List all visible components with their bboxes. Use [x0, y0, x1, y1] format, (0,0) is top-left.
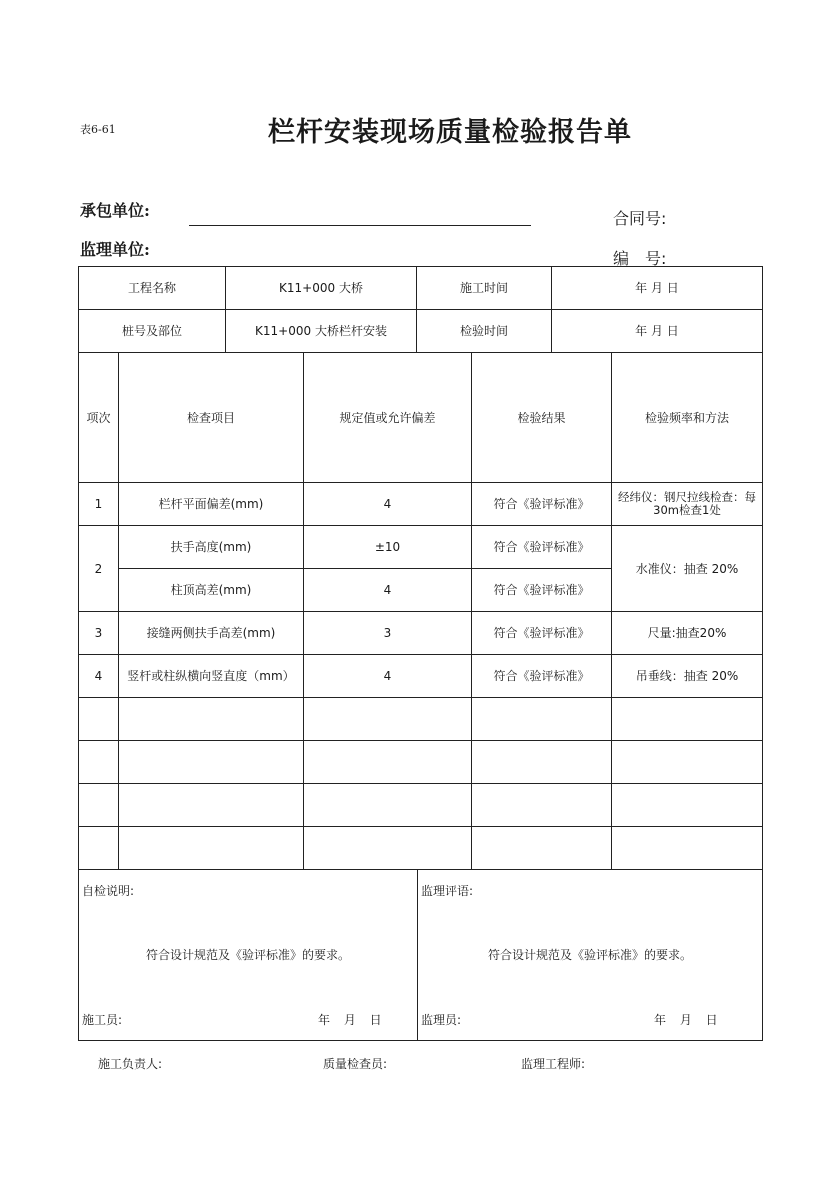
- row-method: 尺量:抽查20%: [612, 612, 763, 655]
- row-item: 扶手高度(mm): [119, 526, 304, 569]
- row-no: 3: [79, 612, 119, 655]
- supervising-engineer-signature: 监理工程师:: [521, 1057, 586, 1071]
- row-item: 栏杆平面偏差(mm): [119, 483, 304, 526]
- info-row: [79, 310, 763, 353]
- supervision-label: 监理评语:: [421, 884, 474, 898]
- row-no: 4: [79, 655, 119, 698]
- empty-cell: [472, 784, 612, 827]
- row-result: 符合《验评标准》: [472, 612, 612, 655]
- remarks-table: [78, 869, 763, 1041]
- empty-cell: [612, 827, 763, 870]
- constructor-date: 年 月 日: [318, 1013, 382, 1027]
- empty-cell: [304, 827, 472, 870]
- empty-cell: [119, 698, 304, 741]
- empty-cell: [304, 784, 472, 827]
- row-result: 符合《验评标准》: [472, 569, 612, 612]
- info-table: [78, 266, 763, 353]
- supervisor-date: 年 月 日: [654, 1013, 718, 1027]
- contractor-label: 承包单位:: [80, 201, 150, 220]
- row-spec: 4: [304, 569, 472, 612]
- project-name-label: 工程名称: [79, 267, 226, 310]
- row-spec: ±10: [304, 526, 472, 569]
- header-spec: 规定值或允许偏差: [304, 353, 472, 483]
- empty-row: [79, 784, 763, 827]
- empty-row: [79, 741, 763, 784]
- empty-cell: [119, 784, 304, 827]
- empty-row: [79, 827, 763, 870]
- supervision-text: 符合设计规范及《验评标准》的要求。: [487, 948, 692, 962]
- self-check-section: [79, 870, 418, 1041]
- row-method: 经纬仪：钢尺拉线检查：每30m检查1处: [612, 483, 763, 526]
- row-method: 水准仪：抽查 20%: [612, 526, 763, 612]
- header-item: 检查项目: [119, 353, 304, 483]
- inspection-time-value: 年 月 日: [552, 310, 763, 353]
- row-result: 符合《验评标准》: [472, 483, 612, 526]
- supervisor-label: 监理员:: [421, 1013, 462, 1027]
- empty-cell: [612, 741, 763, 784]
- empty-cell: [79, 827, 119, 870]
- page-title: 栏杆安装现场质量检验报告单: [268, 117, 632, 148]
- header-result: 检验结果: [472, 353, 612, 483]
- station-label: 桩号及部位: [79, 310, 226, 353]
- row-spec: 4: [304, 483, 472, 526]
- row-item: 柱顶高差(mm): [119, 569, 304, 612]
- serial-no-label: 编 号:: [613, 249, 667, 268]
- supervision-section: [418, 870, 763, 1041]
- empty-cell: [472, 827, 612, 870]
- table-row: [79, 612, 763, 655]
- table-row: [79, 655, 763, 698]
- row-spec: 3: [304, 612, 472, 655]
- construction-lead-signature: 施工负责人:: [98, 1057, 163, 1071]
- info-row: [79, 267, 763, 310]
- table-row: [79, 483, 763, 526]
- row-result: 符合《验评标准》: [472, 526, 612, 569]
- table-row: [79, 526, 763, 569]
- empty-row: [79, 698, 763, 741]
- construction-time-value: 年 月 日: [552, 267, 763, 310]
- row-spec: 4: [304, 655, 472, 698]
- inspection-time-label: 检验时间: [417, 310, 552, 353]
- project-name-value: K11+000 大桥: [226, 267, 417, 310]
- row-result: 符合《验评标准》: [472, 655, 612, 698]
- empty-cell: [119, 827, 304, 870]
- self-check-label: 自检说明:: [82, 884, 135, 898]
- contract-no-label: 合同号:: [613, 209, 667, 228]
- row-no: 1: [79, 483, 119, 526]
- row-item: 竖杆或柱纵横向竖直度（mm）: [119, 655, 304, 698]
- row-no: 2: [79, 526, 119, 612]
- empty-cell: [304, 741, 472, 784]
- form-number: 表6-61: [80, 123, 116, 136]
- empty-cell: [612, 698, 763, 741]
- empty-cell: [304, 698, 472, 741]
- empty-cell: [79, 741, 119, 784]
- construction-time-label: 施工时间: [417, 267, 552, 310]
- empty-cell: [119, 741, 304, 784]
- row-item: 接缝两侧扶手高差(mm): [119, 612, 304, 655]
- header-row: [79, 353, 763, 483]
- station-value: K11+000 大桥栏杆安装: [226, 310, 417, 353]
- empty-cell: [612, 784, 763, 827]
- inspection-table: [78, 352, 763, 870]
- header-method: 检验频率和方法: [612, 353, 763, 483]
- supervisor-unit-label: 监理单位:: [80, 240, 150, 259]
- self-check-text: 符合设计规范及《验评标准》的要求。: [145, 948, 350, 962]
- empty-cell: [79, 784, 119, 827]
- contractor-underline: [189, 225, 531, 226]
- quality-inspector-signature: 质量检查员:: [323, 1057, 388, 1071]
- header-no: 项次: [79, 353, 119, 483]
- constructor-label: 施工员:: [82, 1013, 123, 1027]
- empty-cell: [472, 698, 612, 741]
- empty-cell: [79, 698, 119, 741]
- empty-cell: [472, 741, 612, 784]
- row-method: 吊垂线：抽查 20%: [612, 655, 763, 698]
